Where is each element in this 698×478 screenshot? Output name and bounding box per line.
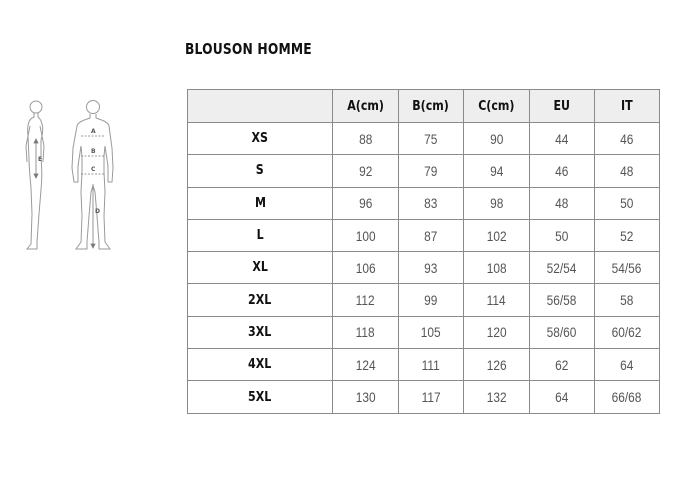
label-a: A (91, 128, 96, 135)
cell-eu: 62 (530, 349, 595, 381)
cell-it: 58 (595, 284, 660, 316)
cell-c: 108 (464, 252, 530, 284)
cell-it: 54/56 (595, 252, 660, 284)
cell-it: 46 (595, 123, 660, 155)
cell-a: 100 (333, 219, 399, 251)
cell-eu: 58/60 (530, 316, 595, 348)
size-label: XL (188, 252, 333, 284)
table-row (188, 155, 660, 187)
cell-c: 102 (464, 219, 530, 251)
header-eu: EU (530, 90, 595, 123)
cell-b: 99 (399, 284, 464, 316)
header-a: A(cm) (333, 90, 399, 123)
table-row (188, 316, 660, 348)
cell-eu: 52/54 (530, 252, 595, 284)
cell-it: 66/68 (595, 381, 660, 413)
cell-a: 92 (333, 155, 399, 187)
header-size (188, 90, 333, 123)
cell-it: 60/62 (595, 316, 660, 348)
header-b: B(cm) (399, 90, 464, 123)
cell-b: 83 (399, 187, 464, 219)
cell-a: 130 (333, 381, 399, 413)
cell-eu: 44 (530, 123, 595, 155)
cell-a: 112 (333, 284, 399, 316)
cell-b: 93 (399, 252, 464, 284)
page-title: BLOUSON HOMME (185, 40, 312, 58)
cell-it: 48 (595, 155, 660, 187)
size-label: L (188, 219, 333, 251)
table-row (188, 187, 660, 219)
cell-eu: 56/58 (530, 284, 595, 316)
header-c: C(cm) (464, 90, 530, 123)
label-e: E (38, 156, 43, 163)
size-label: M (188, 187, 333, 219)
cell-eu: 64 (530, 381, 595, 413)
cell-b: 87 (399, 219, 464, 251)
cell-c: 120 (464, 316, 530, 348)
label-b: B (91, 148, 96, 155)
cell-b: 117 (399, 381, 464, 413)
size-label: XS (188, 123, 333, 155)
cell-c: 132 (464, 381, 530, 413)
cell-eu: 50 (530, 219, 595, 251)
cell-a: 124 (333, 349, 399, 381)
table-row (188, 123, 660, 155)
cell-c: 94 (464, 155, 530, 187)
table-row (188, 349, 660, 381)
cell-c: 126 (464, 349, 530, 381)
table-header-row (188, 90, 660, 123)
label-c: C (91, 166, 96, 173)
cell-c: 114 (464, 284, 530, 316)
cell-c: 90 (464, 123, 530, 155)
cell-b: 79 (399, 155, 464, 187)
front-view-silhouette (72, 101, 113, 250)
cell-b: 111 (399, 349, 464, 381)
cell-a: 118 (333, 316, 399, 348)
cell-eu: 46 (530, 155, 595, 187)
cell-it: 64 (595, 349, 660, 381)
cell-it: 52 (595, 219, 660, 251)
size-label: 5XL (188, 381, 333, 413)
cell-eu: 48 (530, 187, 595, 219)
cell-a: 88 (333, 123, 399, 155)
cell-c: 98 (464, 187, 530, 219)
size-label: S (188, 155, 333, 187)
size-label: 4XL (188, 349, 333, 381)
table-row (188, 381, 660, 413)
size-label: 2XL (188, 284, 333, 316)
label-d: D (95, 208, 100, 215)
table-row (188, 284, 660, 316)
table-row (188, 252, 660, 284)
cell-b: 105 (399, 316, 464, 348)
header-it: IT (595, 90, 660, 123)
size-chart-table (187, 89, 660, 414)
size-label: 3XL (188, 316, 333, 348)
body-measurement-icon (18, 96, 130, 256)
table-row (188, 219, 660, 251)
cell-a: 106 (333, 252, 399, 284)
cell-b: 75 (399, 123, 464, 155)
cell-it: 50 (595, 187, 660, 219)
cell-a: 96 (333, 187, 399, 219)
